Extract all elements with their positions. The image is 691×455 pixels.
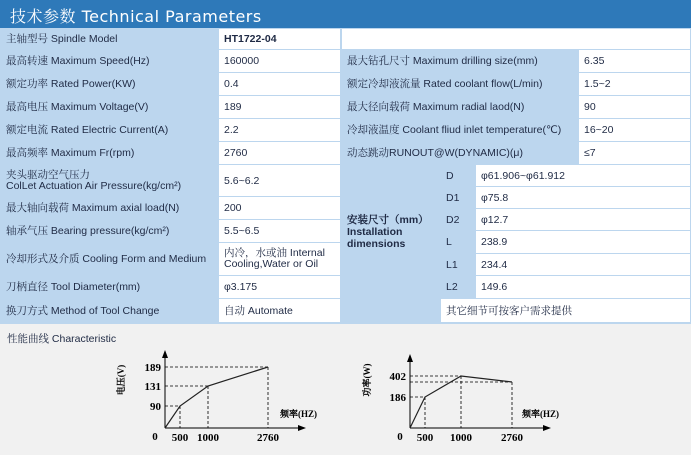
value-freq: 2760 bbox=[219, 142, 340, 164]
dim-value: φ61.906~φ61.912 bbox=[476, 165, 690, 186]
dim-name: D bbox=[441, 165, 475, 186]
value-cooling: 内冷，水或油 Internal Cooling,Water or Oil bbox=[219, 243, 340, 275]
label-speed: 最高转速 Maximum Speed(Hz) bbox=[1, 50, 217, 72]
value-axial: 200 bbox=[219, 197, 340, 219]
label-voltage: 最高电压 Maximum Voltage(V) bbox=[1, 96, 217, 118]
origin-label: 0 bbox=[152, 431, 158, 443]
label-current: 额定电流 Rated Electric Current(A) bbox=[1, 119, 217, 141]
y-tick-label: 90 bbox=[150, 401, 161, 413]
label-radial: 最大径向载荷 Maximum radial laod(N) bbox=[342, 96, 578, 118]
value-voltage: 189 bbox=[219, 96, 340, 118]
label-axial: 最大轴向载荷 Maximum axial load(N) bbox=[1, 197, 217, 219]
label-coolant-temp: 冷却液温度 Coolant fliud inlet temperature(℃) bbox=[342, 119, 578, 141]
label-tooldia: 刀柄直径 Tool Diameter(mm) bbox=[1, 276, 217, 298]
value-collet: 5.6~6.2 bbox=[219, 165, 340, 196]
y-axis-label: 电压(V) bbox=[116, 364, 126, 396]
value-drilling: 6.35 bbox=[579, 50, 690, 72]
value-coolant-temp: 16~20 bbox=[579, 119, 690, 141]
page-title: 技术参数 Technical Parameters bbox=[10, 7, 262, 26]
x-tick-label: 2760 bbox=[501, 432, 523, 444]
label-drilling: 最大钻孔尺寸 Maximum drilling size(mm) bbox=[342, 50, 578, 72]
value-toolchange: 自动 Automate bbox=[219, 299, 340, 322]
value-bearing: 5.5~6.5 bbox=[219, 220, 340, 242]
dim-name: D1 bbox=[441, 187, 475, 208]
dim-name: L2 bbox=[441, 276, 475, 298]
dim-name: D2 bbox=[441, 209, 475, 230]
label-runout: 动态跳动RUNOUT@W(DYNAMIC)(μ) bbox=[342, 142, 578, 164]
blank-cell bbox=[342, 29, 690, 49]
x-tick-label: 1000 bbox=[450, 432, 472, 444]
label-bearing: 轴承气压 Bearing pressure(kg/cm²) bbox=[1, 220, 217, 242]
value-coolant-flow: 1.5~2 bbox=[579, 73, 690, 95]
install-label: 安装尺寸（mm） Installation dimensions bbox=[342, 165, 439, 298]
label-collet: 夹头驱动空气压力 ColLet Actuation Air Pressure(kg/cm²) bbox=[1, 165, 217, 196]
install-note: 其它细节可按客户需求提供 bbox=[441, 299, 690, 322]
y-tick-label: 189 bbox=[144, 362, 161, 374]
value-model: HT1722-04 bbox=[219, 29, 340, 49]
value-tooldia: φ3.175 bbox=[219, 276, 340, 298]
x-tick-label: 500 bbox=[416, 432, 434, 444]
label-cooling: 冷却形式及介质 Cooling Form and Medium bbox=[1, 243, 217, 275]
y-tick-label: 131 bbox=[144, 381, 161, 393]
y-axis-label: 功率(W) bbox=[362, 363, 372, 397]
value-speed: 160000 bbox=[219, 50, 340, 72]
dim-name: L1 bbox=[441, 254, 475, 275]
origin-label: 0 bbox=[397, 431, 403, 443]
value-runout: ≤7 bbox=[579, 142, 690, 164]
label-toolchange: 换刀方式 Method of Tool Change bbox=[1, 299, 217, 322]
dim-value: φ75.8 bbox=[476, 187, 690, 208]
label-freq: 最高频率 Maximum Fr(rpm) bbox=[1, 142, 217, 164]
x-tick-label: 2760 bbox=[257, 432, 279, 444]
label-power: 额定功率 Rated Power(KW) bbox=[1, 73, 217, 95]
x-tick-label: 1000 bbox=[197, 432, 219, 444]
label-coolant-flow: 额定冷却液流量 Rated coolant flow(L/min) bbox=[342, 73, 578, 95]
dim-value: 238.9 bbox=[476, 231, 690, 253]
label-model: 主轴型号 Spindle Model bbox=[1, 29, 217, 49]
title-bar bbox=[0, 0, 691, 28]
dim-value: 234.4 bbox=[476, 254, 690, 275]
characteristic-title: 性能曲线 Characteristic bbox=[7, 333, 117, 345]
y-tick-label: 186 bbox=[389, 392, 406, 404]
x-axis-label: 频率(HZ) bbox=[522, 409, 559, 419]
x-axis-label: 频率(HZ) bbox=[280, 409, 317, 419]
value-current: 2.2 bbox=[219, 119, 340, 141]
y-tick-label: 402 bbox=[389, 371, 406, 383]
value-power: 0.4 bbox=[219, 73, 340, 95]
value-radial: 90 bbox=[579, 96, 690, 118]
x-tick-label: 500 bbox=[171, 432, 189, 444]
dim-name: L bbox=[441, 231, 475, 253]
dim-value: φ12.7 bbox=[476, 209, 690, 230]
dim-value: 149.6 bbox=[476, 276, 690, 298]
